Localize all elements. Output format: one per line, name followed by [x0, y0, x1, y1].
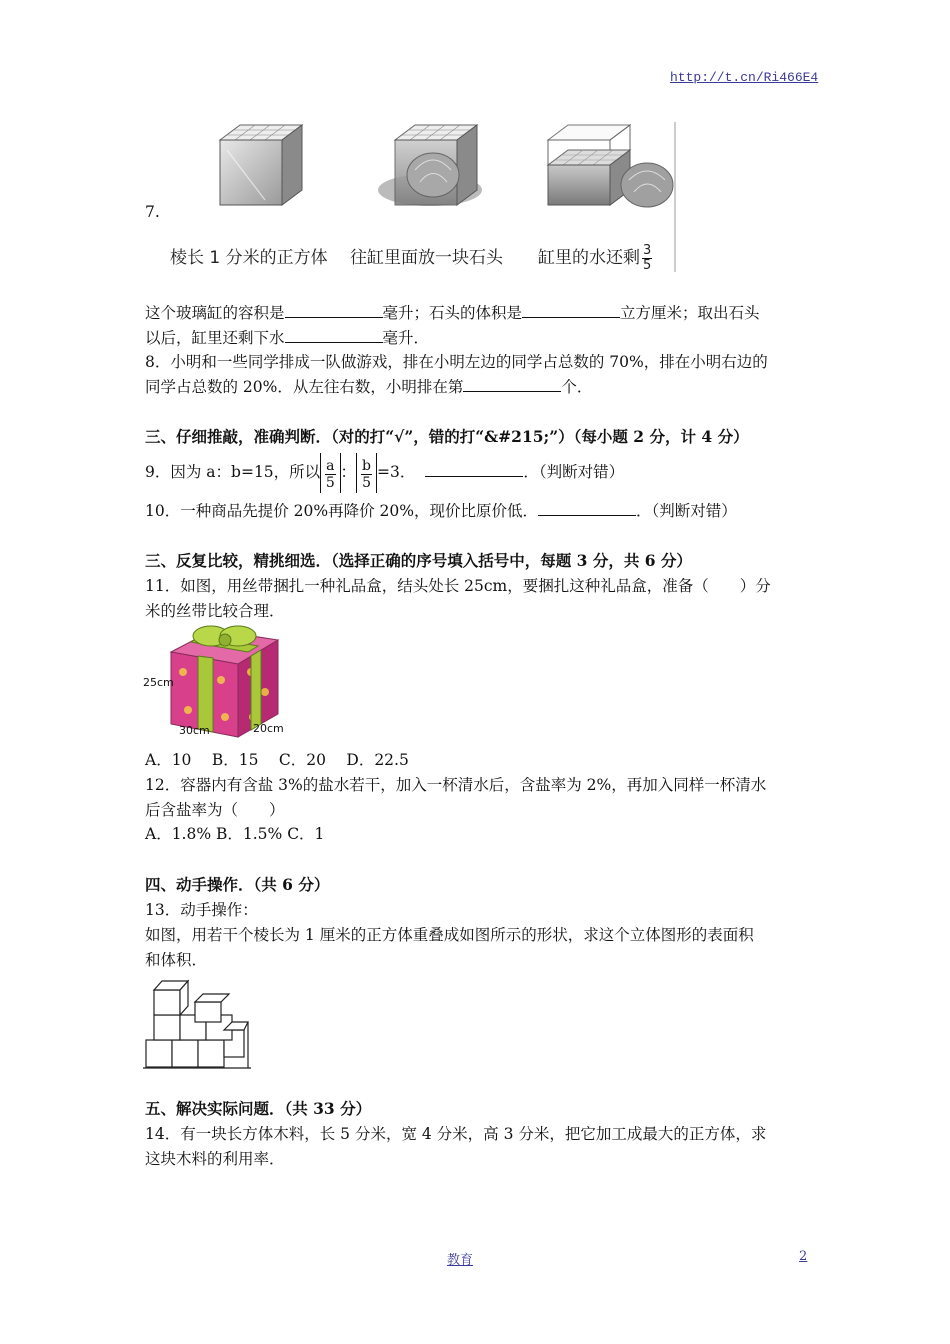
q9-f1-den: 5 [325, 474, 335, 491]
q7-caption-2: 往缸里面放一块石头 [350, 248, 503, 268]
stacked-cubes-figure [143, 972, 251, 1072]
q9-b: =3． [377, 463, 416, 481]
q10-blank[interactable] [538, 499, 636, 516]
q7-line1-a: 这个玻璃缸的容积是 [145, 304, 285, 322]
q14-line-2: 这块木料的利用率． [145, 1150, 285, 1168]
q7-number: 7. [145, 203, 160, 221]
q8-line2-b: 个． [561, 378, 593, 396]
page-number: 2 [799, 1249, 808, 1264]
q8-line2-a: 同学占总数的 20%．从左往右数，小明排在第 [145, 378, 464, 396]
q14-line-1: 14．有一块长方体木料，长 5 分米，宽 4 分米，高 3 分米，把它加工成最大的正方体，求 [145, 1125, 767, 1143]
gift-label-20: 20cm [253, 722, 284, 735]
q7-caption-3 [538, 243, 654, 273]
q13-line-3: 和体积． [145, 951, 208, 969]
q12-line-2: 后含盐率为（ ） [145, 801, 285, 819]
header-url[interactable]: http://t.cn/Ri466E4 [670, 70, 819, 85]
q7-blank-1[interactable] [285, 301, 383, 318]
gift-label-25: 25cm [143, 676, 174, 689]
q12-options: A．1.8% B．1.5% C．1 [145, 825, 325, 843]
q7-blank-3[interactable] [285, 326, 383, 343]
q7-line1-c: 立方厘米；取出石头 [620, 304, 760, 322]
section-3a-title: 三、仔细推敲，准确判断．（对的打“√”，错的打“&#215;”）（每小题 2 分，计 4 分） [145, 427, 749, 446]
q7-blank-2[interactable] [522, 301, 620, 318]
q7-line-1 [145, 301, 760, 325]
footer-center-link[interactable]: 教育 [447, 1253, 474, 1268]
q9-abs-2 [356, 453, 377, 493]
section-5-title: 五、解决实际问题．（共 33 分） [145, 1099, 372, 1118]
q9-frac-2 [361, 458, 372, 491]
gift-box-figure [143, 622, 288, 744]
q13-line-2: 如图，用若干个棱长为 1 厘米的正方体重叠成如图所示的形状，求这个立体图形的表面积 [145, 926, 754, 944]
cube-rock-icon [378, 125, 482, 206]
q7-line1-b: 毫升；石头的体积是 [382, 304, 523, 322]
q9-f1-num: a [326, 457, 335, 474]
q9-frac-1 [325, 458, 335, 491]
q9-c: ．（判断对错） [523, 463, 625, 481]
q11-line-1: 11．如图，用丝带捆扎一种礼品盒，结头处长 25cm，要捆扎这种礼品盒，准备（ ）分 [145, 577, 771, 595]
cube-water-icon [548, 125, 673, 207]
q7-line-2 [145, 326, 429, 350]
q7-frac-num: 3 [643, 242, 652, 258]
q7-caption-3-text: 缸里的水还剩 [538, 248, 640, 268]
q7-frac-den: 5 [643, 257, 652, 273]
gift-label-30: 30cm [179, 724, 210, 737]
q7-line2-b: 毫升． [382, 329, 430, 347]
q10-b: ．（判断对错） [635, 502, 737, 520]
q9-abs-1 [320, 453, 340, 493]
q9-f2-den: 5 [362, 474, 371, 491]
q7-fraction [642, 244, 652, 273]
q9-blank[interactable] [425, 460, 523, 477]
cube-full-icon [220, 125, 302, 205]
q8-blank[interactable] [463, 375, 561, 392]
section-3b-title: 三、反复比较，精挑细选．（选择正确的序号填入括号中，每题 3 分，共 6 分） [145, 551, 692, 570]
q11-line-2: 米的丝带比较合理． [145, 602, 285, 620]
q8-line-2 [145, 375, 592, 399]
q9-f2-num: b [362, 457, 372, 474]
q9-a: 9．因为 a：b=15，所以 [145, 463, 321, 481]
q7-caption-1: 棱长 1 分米的正方体 [170, 248, 328, 268]
q9-line [145, 452, 624, 492]
q7-line2-a: 以后，缸里还剩下水 [145, 329, 285, 347]
q12-line-1: 12．容器内有含盐 3%的盐水若干，加入一杯清水后，含盐率为 2%，再加入同样一杯清水 [145, 776, 767, 794]
q11-options: A．10 B．15 C．20 D．22.5 [145, 751, 409, 769]
q10-line [145, 499, 737, 523]
q8-line-1: 8．小明和一些同学排成一队做游戏，排在小明左边的同学占总数的 70%，排在小明右边的 [145, 353, 768, 371]
section-4-title: 四、动手操作．（共 6 分） [145, 875, 330, 894]
q10-a: 10．一种商品先提价 20%再降价 20%，现价比原价低． [145, 502, 538, 520]
q13-line-1: 13．动手操作： [145, 901, 258, 919]
q9-colon: ： [340, 463, 357, 481]
